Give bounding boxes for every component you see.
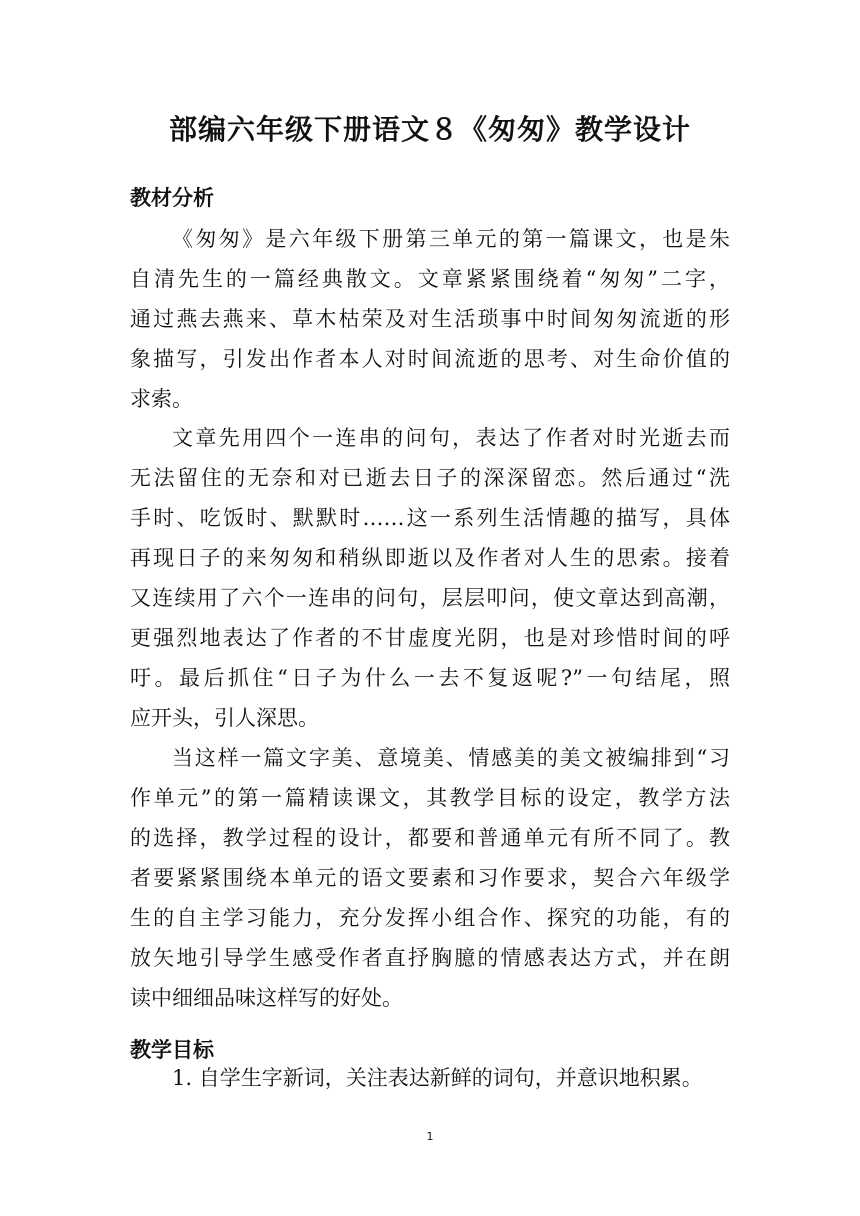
paragraph-line: 读中细细品味这样写的好处。 <box>130 986 403 1010</box>
objective-item: 1. 自学生字新词，关注表达新鲜的词句，并意识地积累。 <box>172 1066 703 1090</box>
page-number: 1 <box>426 1130 434 1143</box>
objective-list <box>130 1058 730 1098</box>
section-heading-teaching-objectives: 教学目标 <box>130 1038 214 1062</box>
paragraph-line: 者要紧紧围绕本单元的语文要素和习作要求，契合六年级学 <box>130 866 730 890</box>
paragraph-line: 《匆匆》是六年级下册第三单元的第一篇课文，也是朱 <box>172 227 730 251</box>
paragraph-line: 的选择，教学过程的设计，都要和普通单元有所不同了。教 <box>130 826 730 850</box>
paragraph-line: 吁。最后抓住“日子为什么一去不复返呢?”一句结尾，照 <box>130 666 730 690</box>
paragraph-line: 求索。 <box>130 387 193 411</box>
paragraph-line: 象描写，引发出作者本人对时间流逝的思考、对生命价值的 <box>130 347 730 371</box>
paragraph-line: 通过燕去燕来、草木枯荣及对生活琐事中时间匆匆流逝的形 <box>130 307 730 331</box>
paragraph-line: 无法留住的无奈和对已逝去日子的深深留恋。然后通过“洗 <box>130 466 730 490</box>
paragraph-line: 生的自主学习能力，充分发挥小组合作、探究的功能，有的 <box>130 906 730 930</box>
paragraph-line: 更强烈地表达了作者的不甘虚度光阴，也是对珍惜时间的呼 <box>130 626 730 650</box>
paragraph-line: 又连续用了六个一连串的问句，层层叩问，使文章达到高潮， <box>130 586 730 610</box>
paragraph-line: 应开头，引人深思。 <box>130 706 319 730</box>
paragraph-line: 自清先生的一篇经典散文。文章紧紧围绕着“匆匆”二字， <box>130 267 730 291</box>
paragraph-line: 当这样一篇文字美、意境美、情感美的美文被编排到“习 <box>172 746 730 770</box>
paragraph-line: 再现日子的来匆匆和稍纵即逝以及作者对人生的思索。接着 <box>130 546 730 570</box>
paragraph-3 <box>130 738 730 1018</box>
paragraph-line: 手时、吃饭时、默默时……这一系列生活情趣的描写，具体 <box>130 506 730 530</box>
paragraph-line: 作单元”的第一篇精读课文，其教学目标的设定，教学方法 <box>130 786 730 810</box>
paragraph-1 <box>130 219 730 419</box>
paragraph-line: 放矢地引导学生感受作者直抒胸臆的情感表达方式，并在朗 <box>130 946 730 970</box>
paragraph-line: 文章先用四个一连串的问句，表达了作者对时光逝去而 <box>172 426 730 450</box>
document-title: 部编六年级下册语文８《匆匆》教学设计 <box>168 113 691 146</box>
section-heading-textbook-analysis: 教材分析 <box>130 186 214 210</box>
paragraph-2 <box>130 418 730 738</box>
